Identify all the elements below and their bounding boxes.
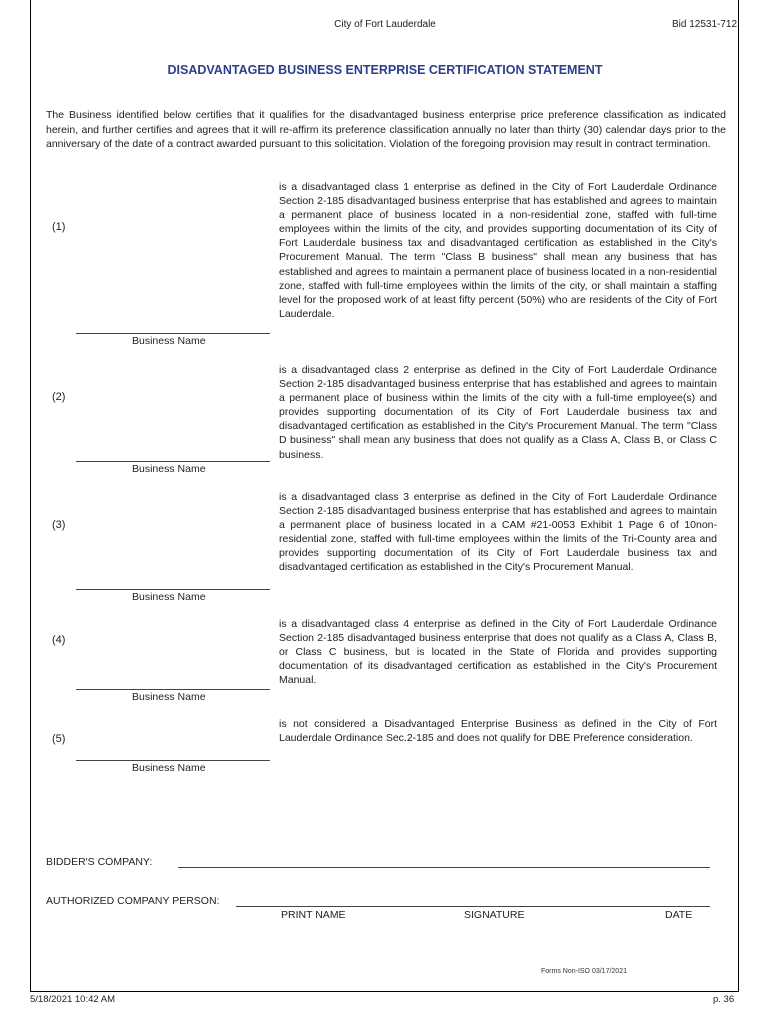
authorized-person-label: AUTHORIZED COMPANY PERSON:	[46, 895, 220, 907]
category-1-business-name-line[interactable]	[76, 333, 270, 334]
category-3-description	[279, 490, 717, 575]
category-4-business-name-line[interactable]	[76, 689, 270, 690]
category-3-number: (3)	[52, 519, 66, 531]
intro-paragraph	[46, 108, 726, 152]
category-5-business-name-label: Business Name	[132, 762, 206, 774]
category-5-business-name-line[interactable]	[76, 760, 270, 761]
header-bid-number: Bid 12531-712	[672, 19, 738, 30]
form-identifier: Forms Non-ISO 03/17/2021	[541, 968, 627, 975]
category-2-business-name-line[interactable]	[76, 461, 270, 462]
category-3-business-name-label: Business Name	[132, 591, 206, 603]
category-1-text: is a disadvantaged class 1 enterprise as defined in the City of Fort Lauderdale Ordinance Section 2-185 disadvantaged business enterprise that has established and agrees to maintain a permanent place of business located in a non-residential zone, staffed with full-time employees within the limits of the city, and provides supporting documentation of its City of Fort Lauderdale business tax and disadvantaged certification as established in the City's Procurement Manual. The term "Class B business" shall mean any business that has established and agrees to maintain a permanent place of business located in a non-residential zone, staffed with full-time employees within the limits of the city, or shall maintain a staffing level for the proposed work of at least fifty percent (50%) who are residents of the City of Fort Lauderdale.	[279, 181, 717, 320]
header-city: City of Fort Lauderdale	[334, 19, 436, 30]
signature-label: SIGNATURE	[464, 909, 525, 921]
bidder-company-label: BIDDER'S COMPANY:	[46, 856, 153, 868]
footer-page-number: p. 36	[713, 994, 735, 1005]
bidder-company-field[interactable]	[178, 867, 710, 868]
category-4-text: is a disadvantaged class 4 enterprise as defined in the City of Fort Lauderdale Ordinance Section 2-185 disadvantaged business enterprise that does not qualify as a Class A, Class B, or Class C business, but is located in the State of Florida and provides supporting documentation of its disadvantaged certification as established in the City's Procurement Manual.	[279, 618, 717, 687]
category-4-number: (4)	[52, 634, 66, 646]
category-3-text: is a disadvantaged class 3 enterprise as defined in the City of Fort Lauderdale Ordinance Section 2-185 disadvantaged business enterprise that has established and agrees to maintain a permanent place of business located in a CAM #21-0053 Exhibit 1 Page 6 of 10non-residential zone, staffed with full-time employees within the limits of the Tri-County area and provides supporting documentation of its City of Fort Lauderdale business tax and disadvantaged certification as established in the City's Procurement Manual.	[279, 491, 717, 574]
category-4-description	[279, 617, 717, 687]
category-2-number: (2)	[52, 391, 66, 403]
category-5-description	[279, 717, 717, 745]
category-1-number: (1)	[52, 221, 66, 233]
footer-datetime: 5/18/2021 10:42 AM	[30, 994, 116, 1005]
category-5-number: (5)	[52, 733, 66, 745]
category-2-text: is a disadvantaged class 2 enterprise as defined in the City of Fort Lauderdale Ordinance Section 2-185 disadvantaged business enterprise that has established and agrees to maintain a permanent place of business within the limits of the city with a full-time employee(s) and provides supporting documentation of its City of Fort Lauderdale business tax and disadvantaged certification as established in the City's Procurement Manual. The term "Class D business" shall mean any business that does not qualify as a Class A, Class B, or Class C business.	[279, 364, 717, 461]
category-5-text: is not considered a Disadvantaged Enterprise Business as defined in the City of Fort Lauderdale Ordinance Sec.2-185 and does not qualify for DBE Preference consideration.	[279, 718, 717, 745]
intro-text: The Business identified below certifies that it qualifies for the disadvantaged business enterprise price preference classification as indicated herein, and further certifies and agrees that it will re-affirm its preference classification annually no later than thirty (30) calendar days prior to the anniversary of the date of a contract awarded pursuant to this solicitation. Violation of the foregoing provision may result in contract termination.	[46, 109, 726, 151]
document-title: DISADVANTAGED BUSINESS ENTERPRISE CERTIFICATION STATEMENT	[167, 63, 603, 77]
authorized-person-field[interactable]	[236, 906, 710, 907]
print-name-label: PRINT NAME	[281, 909, 346, 921]
category-4-business-name-label: Business Name	[132, 691, 206, 703]
category-1-business-name-label: Business Name	[132, 335, 206, 347]
date-label: DATE	[665, 909, 693, 921]
category-1-description	[279, 180, 717, 321]
category-2-description	[279, 363, 717, 462]
category-2-business-name-label: Business Name	[132, 463, 206, 475]
category-3-business-name-line[interactable]	[76, 589, 270, 590]
